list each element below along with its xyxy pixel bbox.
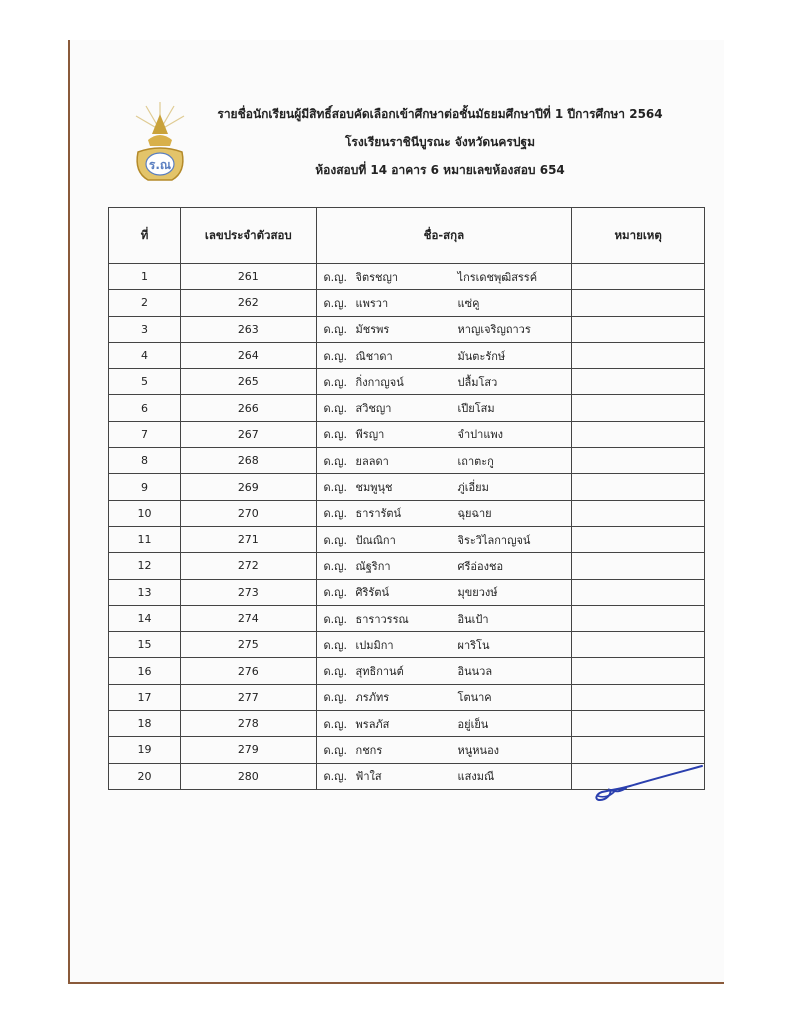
row-number: 10	[109, 500, 181, 526]
first-name: พรลภัส	[355, 717, 390, 731]
row-number: 4	[109, 342, 181, 368]
name-prefix: ด.ญ.	[323, 349, 348, 363]
header-full-name: ชื่อ-สกุล	[316, 208, 572, 264]
row-exam-id: 276	[181, 658, 316, 684]
row-exam-id: 263	[181, 316, 316, 342]
row-remarks	[572, 474, 705, 500]
last-name: หนูหนอง	[457, 743, 500, 757]
table-row	[109, 395, 705, 421]
row-number: 11	[109, 526, 181, 552]
last-name: ฉุยฉาย	[457, 507, 492, 521]
row-remarks	[572, 290, 705, 316]
first-name: กิ่งกาญจน์	[355, 375, 404, 389]
row-full-name	[316, 290, 572, 316]
row-exam-id: 280	[181, 763, 316, 789]
row-number: 7	[109, 421, 181, 447]
last-name: ไกรเดชพุฒิสรรค์	[457, 270, 538, 284]
row-number: 13	[109, 579, 181, 605]
row-exam-id: 261	[181, 264, 316, 290]
row-full-name	[316, 421, 572, 447]
row-remarks	[572, 658, 705, 684]
row-full-name	[316, 579, 572, 605]
row-number: 12	[109, 553, 181, 579]
header-exam-id: เลขประจำตัวสอบ	[181, 208, 316, 264]
name-prefix: ด.ญ.	[323, 743, 348, 757]
row-number: 5	[109, 369, 181, 395]
name-prefix: ด.ญ.	[323, 296, 348, 310]
last-name: อินนวล	[457, 665, 493, 679]
first-name: มัชรพร	[355, 323, 390, 337]
row-full-name	[316, 395, 572, 421]
signature	[590, 762, 710, 806]
row-exam-id: 274	[181, 605, 316, 631]
last-name: ภู่เอี่ยม	[457, 481, 489, 495]
table-row	[109, 290, 705, 316]
last-name: ศรีอ่องชอ	[457, 559, 504, 573]
roster-body	[109, 264, 705, 790]
row-exam-id: 265	[181, 369, 316, 395]
first-name: สวิชญา	[355, 402, 392, 416]
last-name: แซ่คู	[457, 296, 480, 310]
last-name: อยู่เย็น	[457, 717, 489, 731]
name-prefix: ด.ญ.	[323, 323, 348, 337]
first-name: ศิริรัตน์	[355, 586, 389, 600]
last-name: แสงมณี	[457, 770, 495, 784]
table-row	[109, 342, 705, 368]
row-full-name	[316, 605, 572, 631]
first-name: ฟ้าใส	[355, 770, 382, 784]
table-row	[109, 369, 705, 395]
name-prefix: ด.ญ.	[323, 770, 348, 784]
row-exam-id: 268	[181, 448, 316, 474]
row-full-name	[316, 763, 572, 789]
row-remarks	[572, 369, 705, 395]
table-header-row	[109, 208, 705, 264]
row-full-name	[316, 474, 572, 500]
row-full-name	[316, 500, 572, 526]
table-row	[109, 737, 705, 763]
first-name: ธารารัตน์	[355, 507, 402, 521]
table-row	[109, 500, 705, 526]
first-name: เปมมิกา	[355, 638, 394, 652]
header-number: ที่	[109, 208, 181, 264]
row-exam-id: 266	[181, 395, 316, 421]
first-name: ปัณณิกา	[355, 533, 396, 547]
name-prefix: ด.ญ.	[323, 375, 348, 389]
row-remarks	[572, 421, 705, 447]
row-exam-id: 271	[181, 526, 316, 552]
row-number: 3	[109, 316, 181, 342]
row-remarks	[572, 632, 705, 658]
name-prefix: ด.ญ.	[323, 533, 348, 547]
first-name: ยลลดา	[355, 454, 389, 468]
row-remarks	[572, 342, 705, 368]
row-number: 2	[109, 290, 181, 316]
row-remarks	[572, 500, 705, 526]
name-prefix: ด.ญ.	[323, 691, 348, 705]
row-remarks	[572, 395, 705, 421]
header-remarks: หมายเหตุ	[572, 208, 705, 264]
first-name: กชกร	[355, 743, 383, 757]
row-full-name	[316, 369, 572, 395]
first-name: พีรญา	[355, 428, 385, 442]
last-name: โตนาค	[457, 691, 492, 705]
row-exam-id: 275	[181, 632, 316, 658]
table-row	[109, 421, 705, 447]
table-row	[109, 448, 705, 474]
name-prefix: ด.ญ.	[323, 428, 348, 442]
name-prefix: ด.ญ.	[323, 454, 348, 468]
row-number: 18	[109, 711, 181, 737]
school-seal	[130, 100, 190, 186]
last-name: เปียโสม	[457, 402, 495, 416]
row-exam-id: 273	[181, 579, 316, 605]
title-line-1: รายชื่อนักเรียนผู้มีสิทธิ์สอบคัดเลือกเข้าศึกษาต่อชั้นมัธยมศึกษาปีที่ 1 ปีการศึกษา 2564	[217, 107, 663, 121]
row-exam-id: 279	[181, 737, 316, 763]
table-row	[109, 605, 705, 631]
first-name: สุทธิกานต์	[355, 665, 404, 679]
last-name: หาญเจริญถาวร	[457, 323, 531, 337]
name-prefix: ด.ญ.	[323, 612, 348, 626]
table-row	[109, 553, 705, 579]
row-number: 6	[109, 395, 181, 421]
row-number: 15	[109, 632, 181, 658]
name-prefix: ด.ญ.	[323, 481, 348, 495]
row-exam-id: 269	[181, 474, 316, 500]
table-row	[109, 526, 705, 552]
row-full-name	[316, 316, 572, 342]
row-full-name	[316, 737, 572, 763]
row-full-name	[316, 264, 572, 290]
row-number: 8	[109, 448, 181, 474]
table-row	[109, 474, 705, 500]
last-name: ปลื้มโสว	[457, 375, 498, 389]
row-full-name	[316, 448, 572, 474]
table-row	[109, 264, 705, 290]
row-number: 20	[109, 763, 181, 789]
name-prefix: ด.ญ.	[323, 270, 348, 284]
name-prefix: ด.ญ.	[323, 638, 348, 652]
last-name: เถาตะกู	[457, 454, 494, 468]
first-name: ณิชาดา	[355, 349, 393, 363]
row-exam-id: 278	[181, 711, 316, 737]
row-full-name	[316, 684, 572, 710]
seal-monogram: ร.ณ	[148, 158, 172, 172]
name-prefix: ด.ญ.	[323, 507, 348, 521]
first-name: แพรวา	[355, 296, 389, 310]
row-remarks	[572, 605, 705, 631]
row-full-name	[316, 526, 572, 552]
row-remarks	[572, 264, 705, 290]
first-name: ภรภัทร	[355, 691, 390, 705]
title-line-2: โรงเรียนราชินีบูรณะ จังหวัดนครปฐม	[344, 135, 536, 149]
table-row	[109, 711, 705, 737]
last-name: อินเป้า	[457, 612, 489, 626]
row-full-name	[316, 658, 572, 684]
student-roster-table	[108, 207, 705, 790]
last-name: จิระวิไลกาญจน์	[457, 533, 531, 547]
table-row	[109, 658, 705, 684]
document-header	[200, 100, 680, 184]
table-row	[109, 632, 705, 658]
row-remarks	[572, 448, 705, 474]
last-name: จำปาแพง	[457, 428, 504, 442]
row-full-name	[316, 553, 572, 579]
name-prefix: ด.ญ.	[323, 665, 348, 679]
row-exam-id: 267	[181, 421, 316, 447]
first-name: จิตรชญา	[355, 270, 399, 284]
last-name: มันตะรักษ์	[457, 349, 506, 363]
row-number: 17	[109, 684, 181, 710]
row-full-name	[316, 711, 572, 737]
name-prefix: ด.ญ.	[323, 559, 348, 573]
row-remarks	[572, 737, 705, 763]
row-exam-id: 272	[181, 553, 316, 579]
row-remarks	[572, 526, 705, 552]
row-full-name	[316, 342, 572, 368]
row-exam-id: 270	[181, 500, 316, 526]
table-row	[109, 316, 705, 342]
first-name: ธาราวรรณ	[355, 612, 409, 626]
row-number: 19	[109, 737, 181, 763]
row-remarks	[572, 711, 705, 737]
row-number: 9	[109, 474, 181, 500]
last-name: มุขยวงษ์	[457, 586, 498, 600]
title-line-3: ห้องสอบที่ 14 อาคาร 6 หมายเลขห้องสอบ 654	[315, 163, 565, 177]
table-row	[109, 579, 705, 605]
name-prefix: ด.ญ.	[323, 717, 348, 731]
row-remarks	[572, 579, 705, 605]
first-name: ชมพูนุช	[355, 481, 393, 495]
row-number: 16	[109, 658, 181, 684]
name-prefix: ด.ญ.	[323, 586, 348, 600]
row-remarks	[572, 553, 705, 579]
row-remarks	[572, 684, 705, 710]
table-row	[109, 684, 705, 710]
name-prefix: ด.ญ.	[323, 402, 348, 416]
row-number: 1	[109, 264, 181, 290]
row-full-name	[316, 632, 572, 658]
row-number: 14	[109, 605, 181, 631]
row-remarks	[572, 316, 705, 342]
row-exam-id: 277	[181, 684, 316, 710]
last-name: ผาริโน	[457, 638, 490, 652]
row-exam-id: 264	[181, 342, 316, 368]
first-name: ณัฐริกา	[355, 559, 391, 573]
row-exam-id: 262	[181, 290, 316, 316]
